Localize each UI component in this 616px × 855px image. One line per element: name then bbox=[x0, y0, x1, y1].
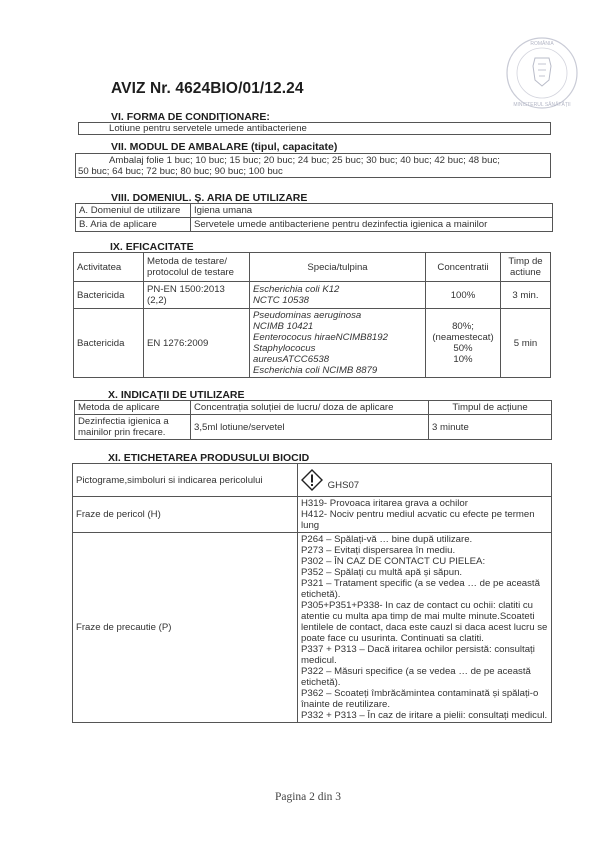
section-viii-heading: VIII. DOMENIUL. Ș. ARIA DE UTILIZARE bbox=[111, 192, 308, 204]
species-cell bbox=[250, 282, 426, 309]
domain-label: A. Domeniul de utilizare bbox=[76, 204, 191, 218]
usage-table bbox=[74, 400, 552, 440]
precaution-phrases-cell bbox=[298, 533, 552, 723]
col-header-action-time: Timpul de acțiune bbox=[429, 401, 552, 415]
species-line: Escherichia coli K12 bbox=[253, 284, 340, 295]
method-line: PN-EN 1500:2013 bbox=[147, 284, 225, 295]
svg-text:ROMÂNIA: ROMÂNIA bbox=[530, 41, 554, 47]
hazard-label: Fraze de pericol (H) bbox=[73, 497, 298, 533]
table-row bbox=[76, 204, 553, 218]
method-cell: EN 1276:2009 bbox=[144, 309, 250, 378]
col-header-application-method: Metoda de aplicare bbox=[75, 401, 191, 415]
col-header-dose: Concentrația soluției de lucru/ doza de aplicare bbox=[191, 401, 429, 415]
table-header-row bbox=[75, 401, 552, 415]
time-cell: 3 min. bbox=[501, 282, 551, 309]
precaution-phrase: P273 – Evitați dispersarea în mediu. bbox=[301, 545, 456, 556]
efficacy-table bbox=[73, 252, 551, 378]
application-method-cell: Dezinfectia igienica a mainilor prin frecare. bbox=[75, 415, 191, 440]
species-cell bbox=[250, 309, 426, 378]
concentration-line: 10% bbox=[453, 354, 473, 365]
precaution-phrase: P337 + P313 – Dacă iritarea ochilor persistă: consultați medicul. bbox=[301, 644, 535, 666]
col-header-method: Metoda de testare/ protocolul de testare bbox=[144, 253, 250, 282]
concentration-cell bbox=[426, 309, 501, 378]
concentration-cell: 100% bbox=[426, 282, 501, 309]
document-title: AVIZ Nr. 4624BIO/01/12.24 bbox=[111, 80, 304, 97]
concentration-line: (neamestecat) bbox=[432, 332, 494, 343]
species-line: Eenterococus hiraeNCIMB8192 bbox=[253, 332, 388, 343]
precaution-phrase: P352 – Spălați cu multă apă și săpun. bbox=[301, 567, 463, 578]
pictogram-cell bbox=[298, 464, 552, 497]
pictogram-label: Pictograme,simboluri si indicarea pericolului bbox=[73, 464, 298, 497]
action-time-cell: 3 minute bbox=[429, 415, 552, 440]
activity-cell: Bactericida bbox=[74, 282, 144, 309]
concentration-line: 80%; bbox=[452, 321, 474, 332]
table-row bbox=[75, 415, 552, 440]
precaution-label: Fraze de precautie (P) bbox=[73, 533, 298, 723]
species-line: Staphylococus bbox=[253, 343, 316, 354]
section-vi-value: Lotiune pentru servetele umede antibacteriene bbox=[78, 122, 551, 135]
table-row bbox=[74, 309, 551, 378]
packaging-line-1: Ambalaj folie 1 buc; 10 buc; 15 buc; 20 buc; 24 buc; 25 buc; 30 buc; 40 buc; 42 buc; 48 buc; bbox=[109, 155, 500, 166]
activity-cell: Bactericida bbox=[74, 309, 144, 378]
hazard-phrase: H319- Provoaca iritarea grava a ochilor bbox=[301, 498, 468, 509]
pictogram-code: GHS07 bbox=[327, 480, 360, 491]
species-line: Escherichia coli NCIMB 8879 bbox=[253, 365, 378, 376]
precaution-phrase: P264 – Spălați-vă … bine după utilizare. bbox=[301, 534, 473, 545]
area-label: B. Aria de aplicare bbox=[76, 218, 191, 232]
section-vi-heading: VI. FORMA DE CONDIȚIONARE: bbox=[111, 111, 270, 123]
table-header-row bbox=[74, 253, 551, 282]
method-cell bbox=[144, 282, 250, 309]
species-line: aureusATCC6538 bbox=[253, 354, 330, 365]
species-line: Pseudominas aeruginosa bbox=[253, 310, 362, 321]
precaution-phrase: P362 – Scoateți îmbrăcămintea contaminată și spălați-o înainte de reutilizare. bbox=[301, 688, 539, 710]
hazard-phrase: H412- Nociv pentru mediul acvatic cu efecte pe termen lung bbox=[301, 509, 535, 531]
time-cell: 5 min bbox=[501, 309, 551, 378]
area-value: Servetele umede antibacteriene pentru dezinfectia igienica a mainilor bbox=[191, 218, 553, 232]
table-row bbox=[76, 218, 553, 232]
svg-text:MINISTERUL SĂNĂTĂȚII: MINISTERUL SĂNĂTĂȚII bbox=[513, 102, 571, 108]
domain-value: Igiena umana bbox=[191, 204, 553, 218]
hazard-phrases-cell bbox=[298, 497, 552, 533]
section-viii-table bbox=[75, 203, 553, 232]
section-ix-heading: IX. EFICACITATE bbox=[110, 241, 194, 253]
precaution-phrase: P302 – ÎN CAZ DE CONTACT CU PIELEA: bbox=[301, 556, 486, 567]
packaging-line-2: 50 buc; 64 buc; 72 buc; 80 buc; 90 buc; 100 buc bbox=[78, 166, 283, 177]
precaution-phrase: P305+P351+P338- In caz de contact cu ochii: clatiti cu atentie cu multa apa timp de mai multe minute.Scoateti lentilele de contact, daca este cauzl si daca acest lucru se poate face cu usurinta. Continuati sa clatiti. bbox=[301, 600, 548, 644]
section-x-heading: X. INDICAȚII DE UTILIZARE bbox=[108, 389, 245, 401]
section-vii-packaging-box bbox=[75, 153, 551, 178]
page-number: Pagina 2 din 3 bbox=[274, 791, 342, 803]
col-header-time: Timp de actiune bbox=[501, 253, 551, 282]
precaution-phrase: P321 – Tratament specific (a se vedea … de pe această etichetă). bbox=[301, 578, 540, 600]
precaution-phrase: P332 + P313 – În caz de iritare a pielii: consultați medicul. bbox=[301, 710, 548, 721]
species-line: NCTC 10538 bbox=[253, 295, 309, 306]
col-header-activity: Activitatea bbox=[74, 253, 144, 282]
official-stamp-icon bbox=[505, 36, 579, 110]
labelling-table bbox=[72, 463, 552, 723]
species-line: NCIMB 10421 bbox=[253, 321, 314, 332]
table-row bbox=[73, 497, 552, 533]
precaution-phrase: P322 – Măsuri specifice (a se vedea … de pe această etichetă). bbox=[301, 666, 531, 688]
table-row bbox=[74, 282, 551, 309]
concentration-line: 50% bbox=[453, 343, 473, 354]
section-xi-heading: XI. ETICHETAREA PRODUSULUI BIOCID bbox=[108, 452, 310, 464]
col-header-concentration: Concentratii bbox=[426, 253, 501, 282]
col-header-species: Specia/tulpina bbox=[250, 253, 426, 282]
exclamation-diamond-icon bbox=[301, 469, 323, 491]
method-line: (2,2) bbox=[147, 295, 167, 306]
table-row bbox=[73, 533, 552, 723]
table-row bbox=[73, 464, 552, 497]
section-vii-heading: VII. MODUL DE AMBALARE (tipul, capacitate) bbox=[111, 141, 338, 153]
dose-cell: 3,5ml lotiune/servetel bbox=[191, 415, 429, 440]
